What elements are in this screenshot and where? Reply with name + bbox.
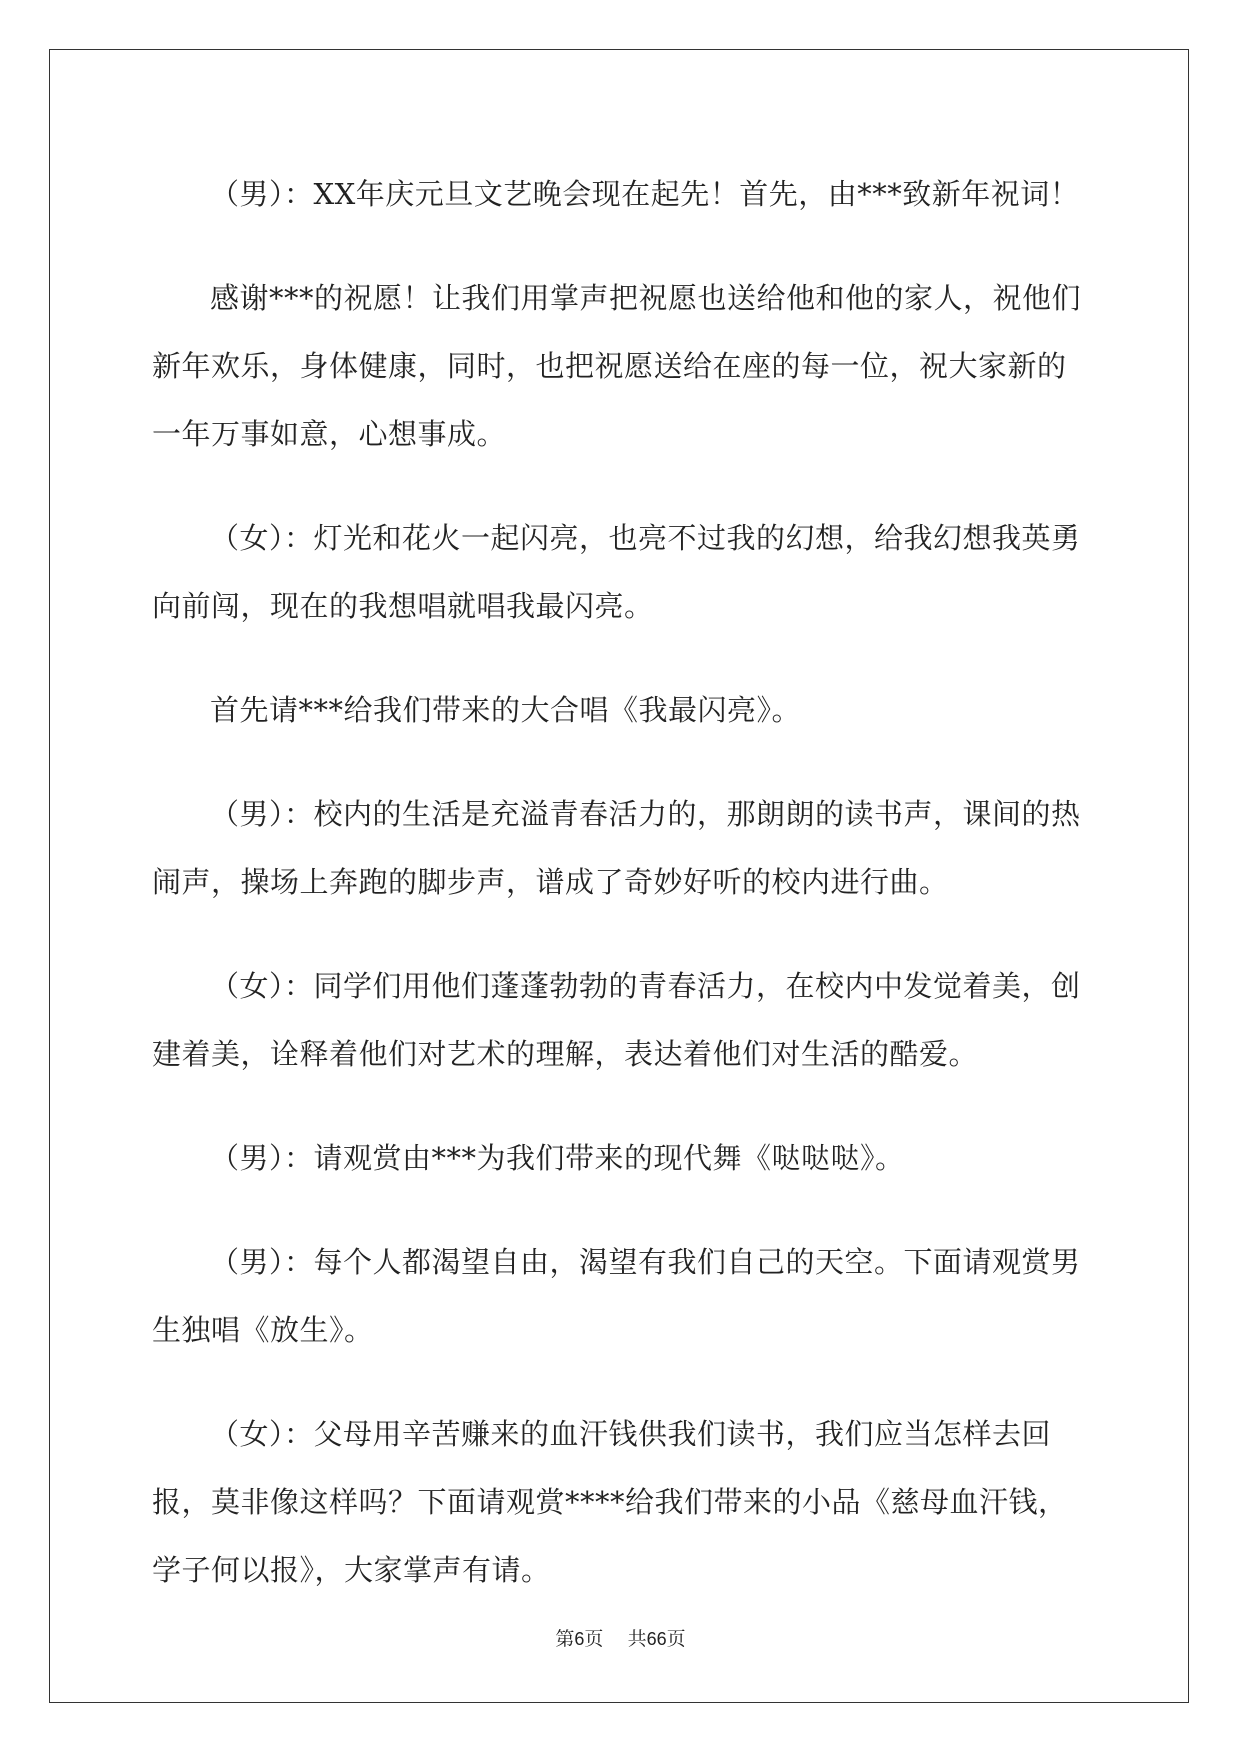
paragraph: （女）：灯光和花火一起闪亮，也亮不过我的幻想，给我幻想我英勇向前闯，现在的我想唱就唱我最闪亮。: [152, 521, 1081, 623]
paragraph: （男）：校内的生活是充溢青春活力的，那朗朗的读书声，课间的热闹声，操场上奔跑的脚步声，谱成了奇妙好听的校内进行曲。: [152, 797, 1081, 899]
footer-total-suffix: 页: [666, 1628, 686, 1650]
page-footer: [0, 1624, 1241, 1651]
total-pages-number: 66: [646, 1629, 667, 1649]
paragraph: （女）：父母用辛苦赚来的血汗钱供我们读书，我们应当怎样去回报，莫非像这样吗？下面请观赏****给我们带来的小品《慈母血汗钱，学子何以报》，大家掌声有请。: [152, 1417, 1068, 1587]
document-body: [152, 160, 1092, 1640]
paragraph: （男）：请观赏由***为我们带来的现代舞《哒哒哒》。: [210, 1141, 905, 1175]
paragraph: （男）：XX年庆元旦文艺晚会现在起先！首先，由***致新年祝词！: [210, 177, 1080, 211]
paragraph: 首先请***给我们带来的大合唱《我最闪亮》。: [210, 693, 802, 727]
current-page-number: 6: [574, 1629, 585, 1649]
footer-total-prefix: 共: [627, 1628, 647, 1650]
footer-page-word: 页: [584, 1628, 604, 1650]
footer-prefix: 第: [555, 1628, 575, 1650]
paragraph: （男）：每个人都渴望自由，渴望有我们自己的天空。下面请观赏男生独唱《放生》。: [152, 1245, 1081, 1347]
paragraph: （女）：同学们用他们蓬蓬勃勃的青春活力，在校内中发觉着美，创建着美，诠释着他们对艺术的理解，表达着他们对生活的酷爱。: [152, 969, 1081, 1071]
paragraph: 感谢***的祝愿！让我们用掌声把祝愿也送给他和他的家人，祝他们新年欢乐，身体健康，同时，也把祝愿送给在座的每一位，祝大家新的一年万事如意，心想事成。: [152, 281, 1082, 451]
